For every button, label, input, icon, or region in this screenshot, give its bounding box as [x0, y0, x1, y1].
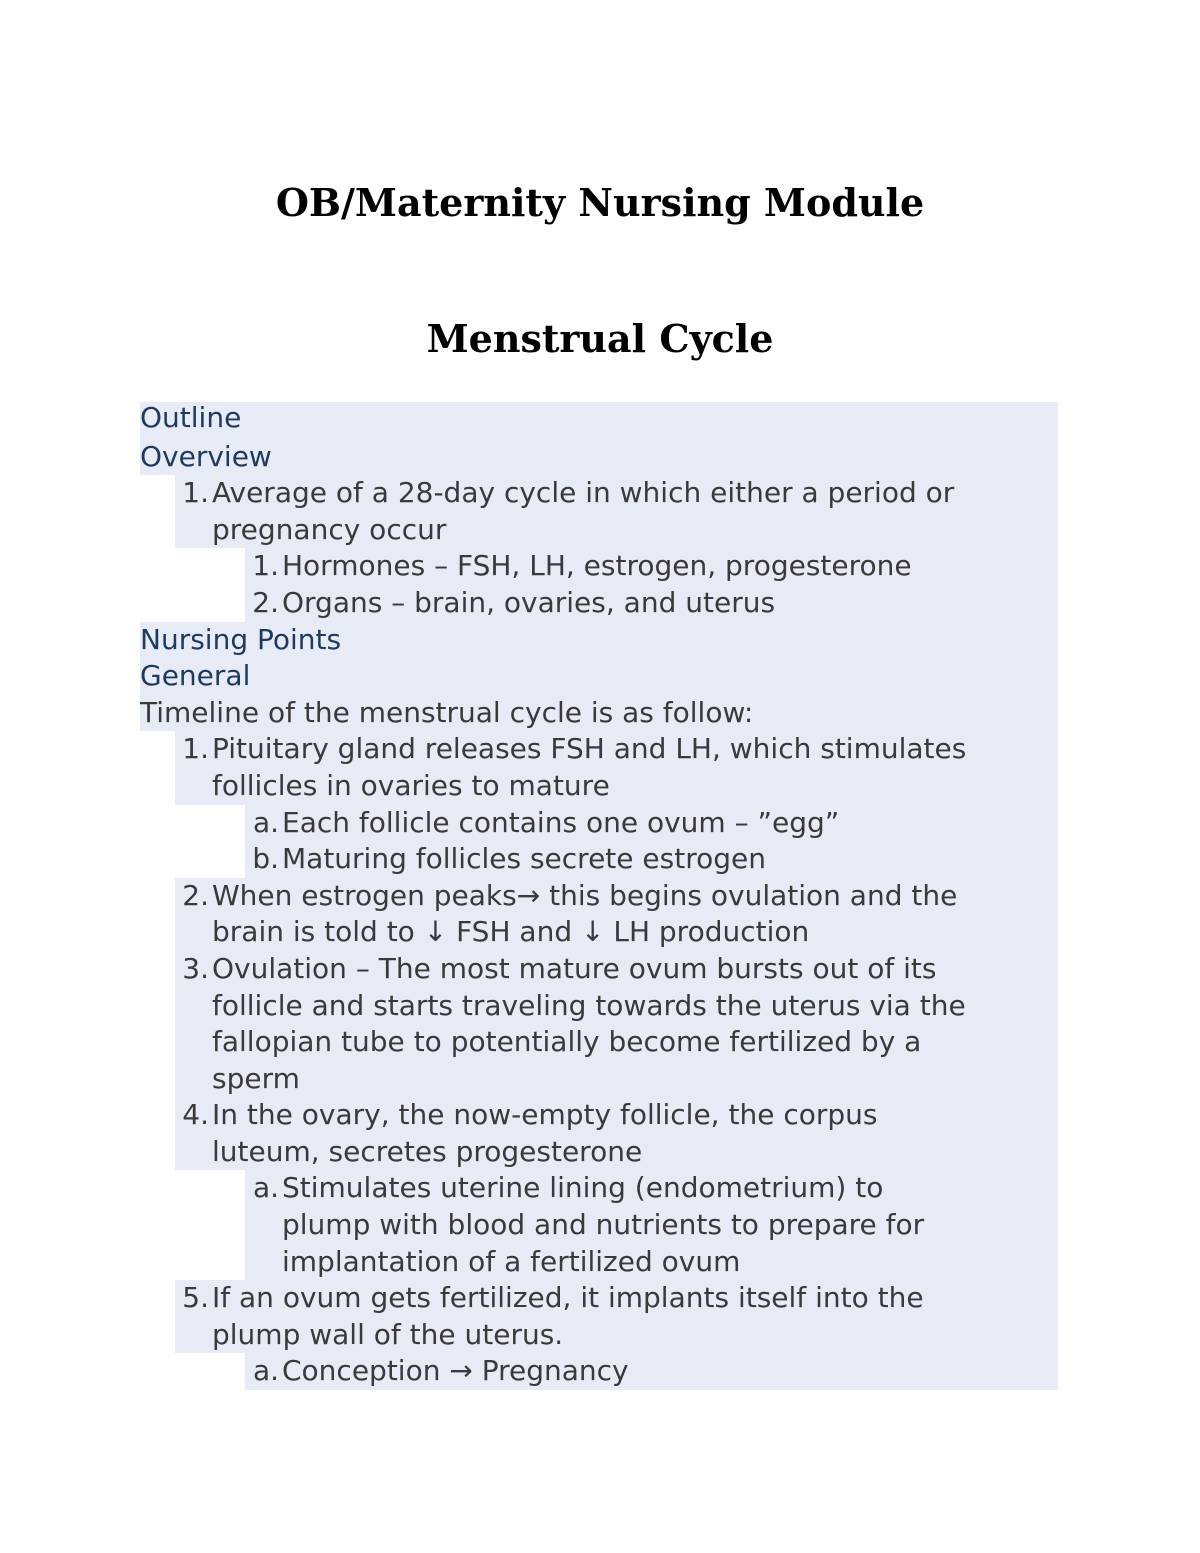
list-marker: 1. [182, 732, 209, 766]
sub-list-item-continuation [140, 1207, 1060, 1244]
document-title: OB/Maternity Nursing Module [275, 180, 925, 225]
list-item-text: Hormones – FSH, LH, estrogen, progesterone [282, 549, 912, 583]
list-item-text: pregnancy occur [212, 512, 447, 546]
list-item-text: plump with blood and nutrients to prepare for [282, 1208, 925, 1242]
list-marker: a. [252, 805, 279, 839]
list-marker: a. [252, 1354, 279, 1388]
sub-list-item [140, 548, 1060, 585]
list-marker: 1. [182, 476, 209, 510]
list-item [140, 1280, 1060, 1317]
overview-heading: Overview [140, 439, 272, 473]
list-item-text: Maturing follicles secrete estrogen [282, 842, 766, 876]
general-heading: General [140, 659, 251, 693]
list-marker: 4. [182, 1098, 209, 1132]
sub-list-item [140, 1353, 1060, 1390]
list-item-text: Organs – brain, ovaries, and uterus [282, 585, 776, 619]
sub-list-item-continuation [140, 1244, 1060, 1281]
list-item-text: sperm [212, 1061, 300, 1095]
list-marker: 1. [252, 549, 279, 583]
outline-heading: Outline [140, 401, 242, 434]
list-item-text: Average of a 28-day cycle in which either a period or [212, 476, 955, 510]
list-marker: b. [252, 842, 279, 876]
sub-list-item [140, 805, 1060, 842]
list-item-continuation [140, 512, 1060, 549]
list-item-text: When estrogen peaks→ this begins ovulation and the [212, 878, 958, 912]
list-marker: 3. [182, 951, 209, 985]
list-item [140, 475, 1060, 512]
list-item-continuation [140, 1061, 1060, 1098]
timeline-intro-line [140, 695, 1060, 732]
list-marker: 2. [252, 585, 279, 619]
list-item-continuation [140, 914, 1060, 951]
list-item-continuation [140, 1134, 1060, 1171]
list-item [140, 1097, 1060, 1134]
list-item [140, 878, 1060, 915]
sub-list-item [140, 841, 1060, 878]
outline-heading-line [140, 400, 1060, 439]
list-marker: 2. [182, 878, 209, 912]
list-item-text: brain is told to ↓ FSH and ↓ LH production [212, 915, 810, 949]
list-item-text: Conception → Pregnancy [282, 1354, 629, 1388]
list-item-text: Pituitary gland releases FSH and LH, which stimulates [212, 732, 967, 766]
list-marker: a. [252, 1171, 279, 1205]
sub-list-item [140, 1170, 1060, 1207]
list-item [140, 731, 1060, 768]
overview-heading-line [140, 439, 1060, 476]
list-item-text: fallopian tube to potentially become fertilized by a [212, 1025, 922, 1059]
list-item-text: In the ovary, the now-empty follicle, the corpus [212, 1098, 878, 1132]
list-item-text: If an ovum gets fertilized, it implants itself into the [212, 1281, 924, 1315]
list-item-continuation [140, 1317, 1060, 1354]
list-item-text: follicles in ovaries to mature [212, 768, 610, 802]
list-item-text: plump wall of the uterus. [212, 1317, 564, 1351]
list-item-text: follicle and starts traveling towards the uterus via the [212, 988, 966, 1022]
sub-list-item [140, 585, 1060, 622]
outline-content [140, 400, 1060, 1390]
nursing-points-heading: Nursing Points [140, 622, 342, 656]
list-item [140, 951, 1060, 988]
list-item-continuation [140, 988, 1060, 1025]
list-marker: 5. [182, 1281, 209, 1315]
document-subtitle: Menstrual Cycle [426, 316, 774, 361]
list-item-continuation [140, 1024, 1060, 1061]
general-heading-line [140, 658, 1060, 695]
nursing-points-heading-line [140, 622, 1060, 659]
list-item-text: Each follicle contains one ovum – ”egg” [282, 805, 840, 839]
list-item-text: Ovulation – The most mature ovum bursts out of its [212, 951, 937, 985]
list-item-continuation [140, 768, 1060, 805]
list-item-text: Stimulates uterine lining (endometrium) to [282, 1171, 884, 1205]
timeline-intro: Timeline of the menstrual cycle is as follow: [140, 695, 754, 729]
list-item-text: luteum, secretes progesterone [212, 1134, 643, 1168]
list-item-text: implantation of a fertilized ovum [282, 1244, 741, 1278]
